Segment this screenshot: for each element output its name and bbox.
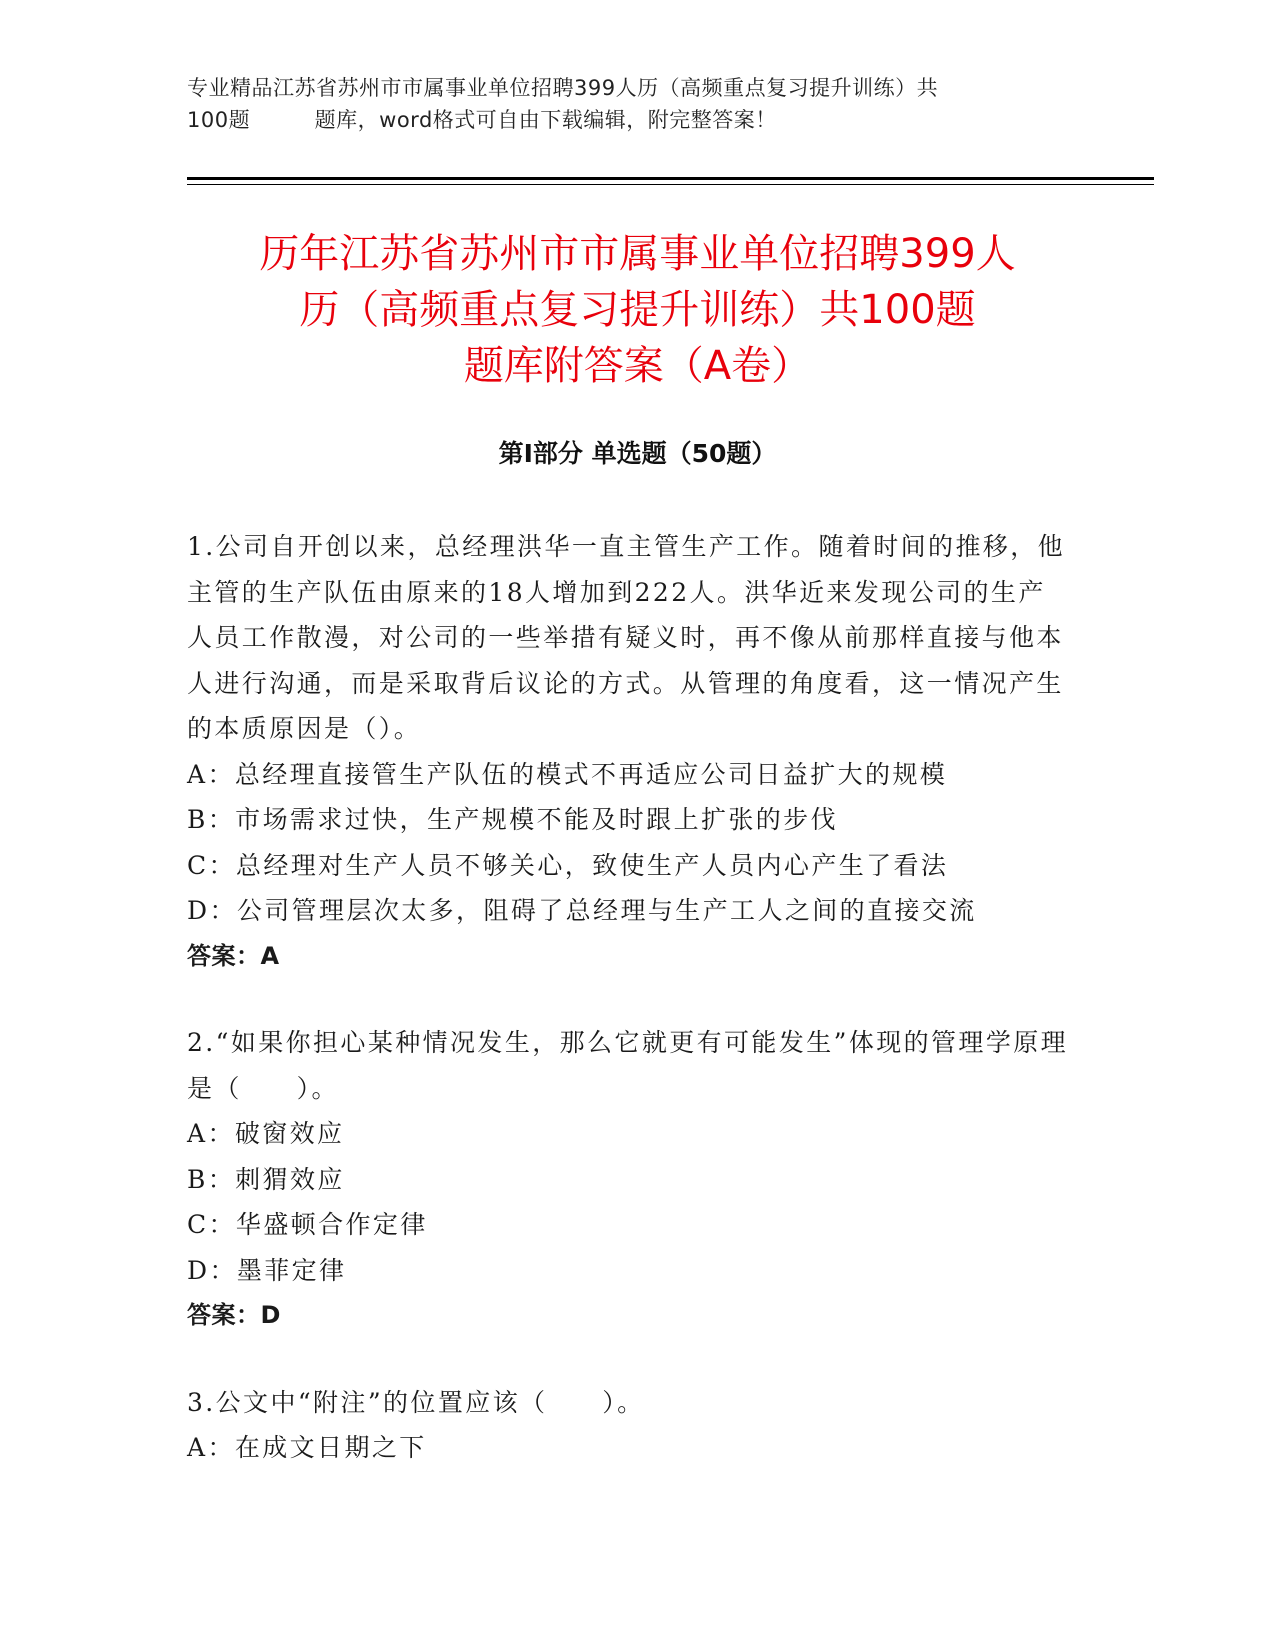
question-2 bbox=[187, 1020, 1072, 1339]
answer: 答案：D bbox=[187, 1301, 281, 1329]
option-d: D：公司管理层次太多，阻碍了总经理与生产工人之间的直接交流 bbox=[187, 896, 977, 925]
option-b: B：市场需求过快，生产规模不能及时跟上扩张的步伐 bbox=[187, 805, 838, 834]
question-stem: 1.公司自开创以来，总经理洪华一直主管生产工作。随着时间的推移，他主管的生产队伍由原来的18人增加到222人。洪华近来发现公司的生产人员工作散漫，对公司的一些举措有疑义时，再不像从前那样直接与他本人进行沟通，而是采取背后议论的方式。从管理的角度看，这一情况产生的本质原因是（）。 bbox=[187, 532, 1066, 743]
header-note-line1: 专业精品江苏省苏州市市属事业单位招聘399人历（高频重点复习提升训练）共 bbox=[187, 76, 939, 100]
question-3 bbox=[187, 1380, 1072, 1471]
question-stem: 3.公文中“附注”的位置应该（ ）。 bbox=[187, 1387, 645, 1417]
document-title-line2: 历（高频重点复习提升训练）共100题 bbox=[299, 287, 976, 333]
option-a: A：破窗效应 bbox=[187, 1119, 345, 1148]
document-title-line1: 历年江苏省苏州市市属事业单位招聘399人 bbox=[259, 231, 1016, 277]
header-divider-thick bbox=[187, 177, 1154, 180]
question-stem: 2.“如果你担心某种情况发生，那么它就更有可能发生”体现的管理学原理是（ ）。 bbox=[187, 1028, 1069, 1103]
header-note bbox=[187, 72, 1067, 136]
answer: 答案：A bbox=[187, 941, 280, 970]
option-c: C：总经理对生产人员不够关心，致使生产人员内心产生了看法 bbox=[187, 850, 949, 880]
option-d: D：墨菲定律 bbox=[187, 1255, 347, 1285]
option-a: A：在成文日期之下 bbox=[187, 1433, 427, 1462]
option-a: A：总经理直接管生产队伍的模式不再适应公司日益扩大的规模 bbox=[187, 759, 948, 789]
header-note-line2: 100题 题库，word格式可自由下载编辑，附完整答案！ bbox=[187, 108, 777, 132]
option-b: B：刺猬效应 bbox=[187, 1164, 345, 1194]
question-list bbox=[187, 524, 1072, 1512]
document-title-line3: 题库附答案（A卷） bbox=[463, 343, 812, 389]
question-1 bbox=[187, 524, 1072, 979]
option-c: C：华盛顿合作定律 bbox=[187, 1210, 428, 1239]
section-heading: 第Ⅰ部分 单选题（50题） bbox=[498, 439, 777, 468]
document-title bbox=[150, 226, 1125, 394]
header-divider-thin bbox=[187, 184, 1154, 185]
